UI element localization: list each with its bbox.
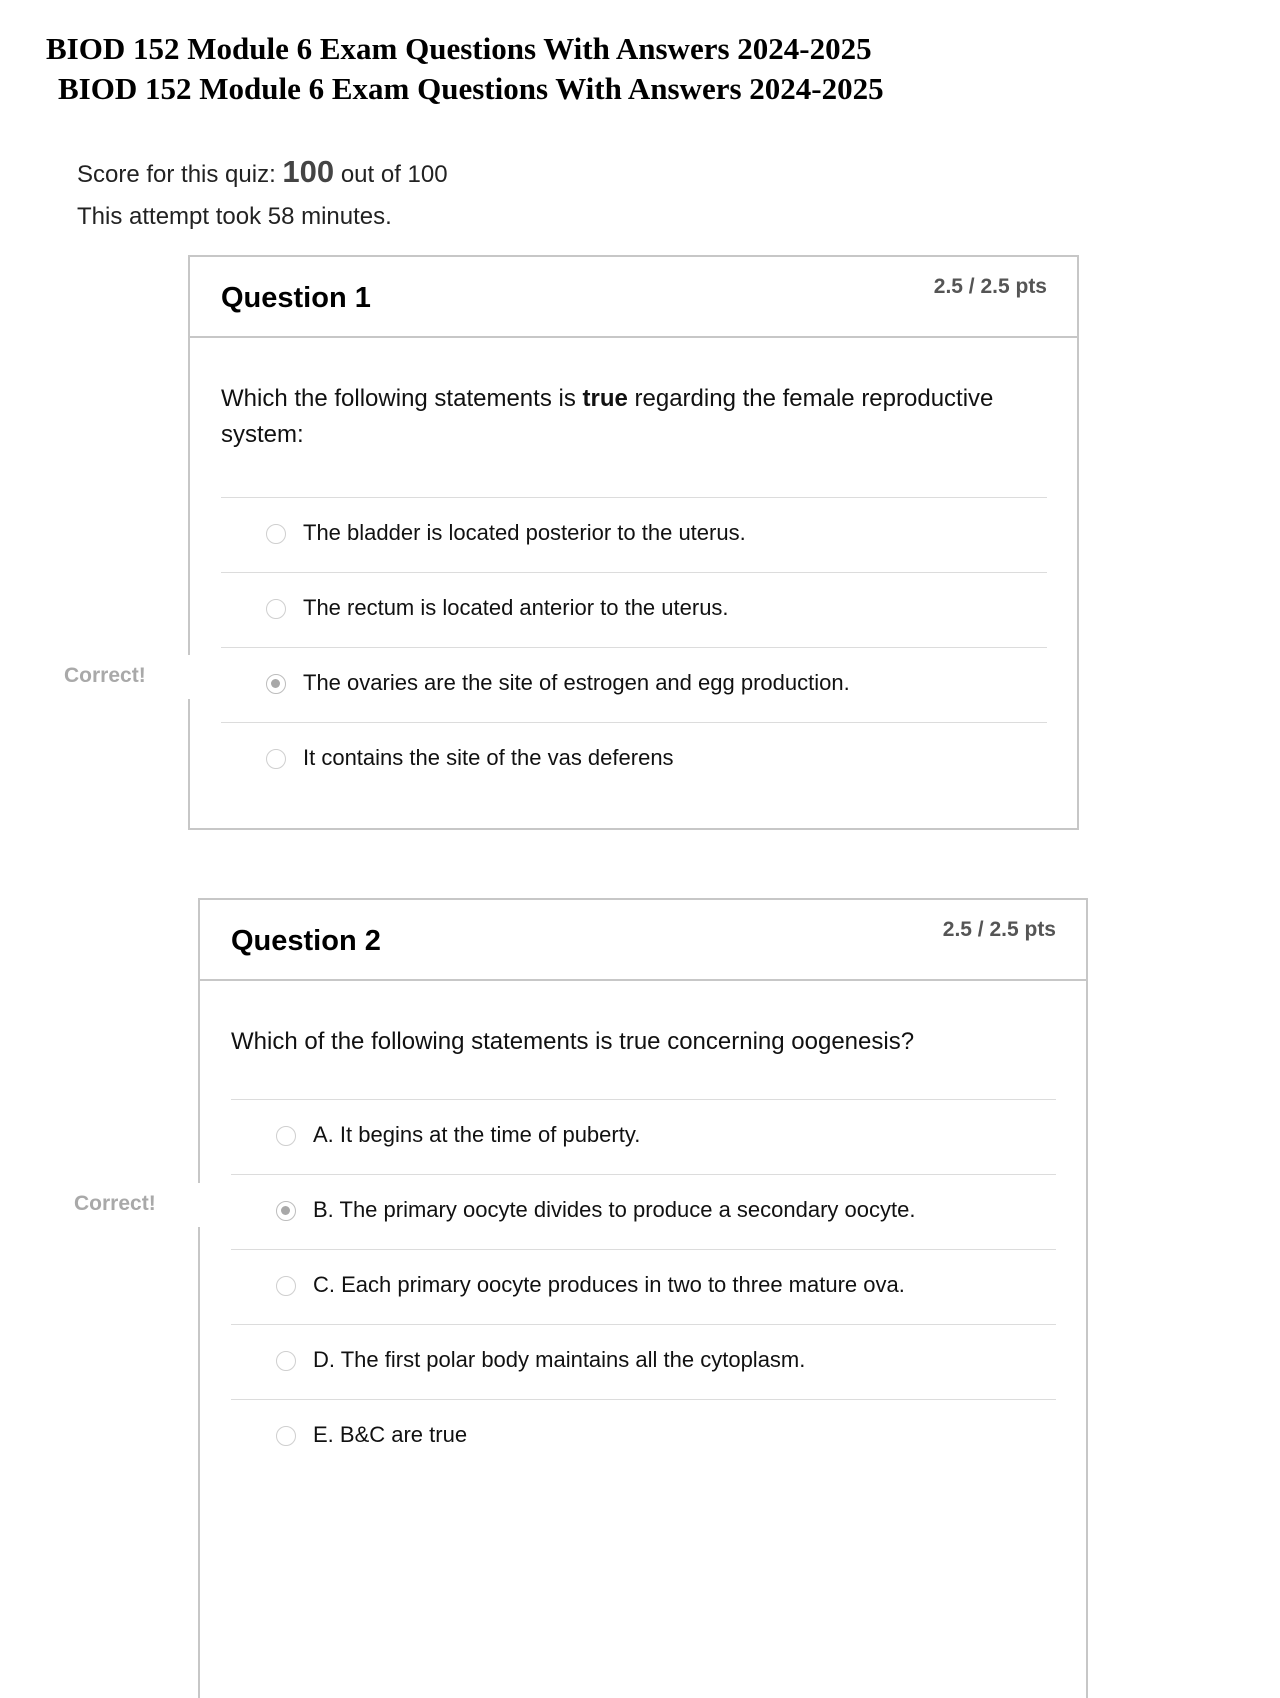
answer-text: It contains the site of the vas deferens [303, 745, 674, 770]
radio-button[interactable] [266, 599, 286, 619]
emphasis: true [582, 385, 628, 412]
answer-list [221, 497, 1047, 797]
correct-status-label: Correct! [64, 664, 146, 687]
answer-text: The ovaries are the site of estrogen and egg production. [303, 670, 850, 695]
score-value: 100 [282, 154, 335, 189]
answer-text: D. The first polar body maintains all the cytoplasm. [313, 1347, 806, 1372]
question-points: 2.5 / 2.5 pts [933, 275, 1047, 298]
answer-text: E. B&C are true [313, 1422, 468, 1447]
question-title: Question 2 [231, 925, 381, 957]
answer-text: The rectum is located anterior to the uterus. [303, 595, 729, 620]
radio-button[interactable] [276, 1351, 296, 1371]
answer-option-selected[interactable] [231, 1174, 1056, 1249]
correct-status-label: Correct! [74, 1192, 156, 1215]
document-title-repeat: BIOD 152 Module 6 Exam Questions With Answers 2024-2025 [58, 71, 884, 106]
question-header [200, 900, 1086, 981]
radio-button[interactable] [276, 1276, 296, 1296]
answer-list [231, 1099, 1056, 1474]
question-card-1 [188, 255, 1079, 830]
quiz-score [77, 154, 448, 190]
answer-option[interactable] [231, 1324, 1056, 1399]
answer-option[interactable] [221, 497, 1047, 572]
question-points: 2.5 / 2.5 pts [942, 918, 1056, 941]
question-title: Question 1 [221, 282, 371, 314]
radio-button[interactable] [276, 1426, 296, 1446]
attempt-duration: This attempt took 58 minutes. [77, 203, 392, 230]
score-prefix: Score for this quiz: [77, 161, 283, 188]
question-header [190, 257, 1077, 338]
answer-option[interactable] [221, 572, 1047, 647]
radio-button[interactable] [266, 749, 286, 769]
question-text: Which the following statements is true regarding the female reproductive system: [221, 385, 994, 448]
score-suffix: out of 100 [334, 161, 448, 188]
answer-option-selected[interactable] [221, 647, 1047, 722]
radio-button[interactable] [266, 524, 286, 544]
answer-text: A. It begins at the time of puberty. [313, 1122, 641, 1147]
answer-text: B. The primary oocyte divides to produce a secondary oocyte. [313, 1197, 916, 1222]
radio-button[interactable] [276, 1126, 296, 1146]
answer-option[interactable] [231, 1099, 1056, 1174]
answer-option[interactable] [231, 1249, 1056, 1324]
answer-option[interactable] [231, 1399, 1056, 1474]
document-title: BIOD 152 Module 6 Exam Questions With Answers 2024-2025 [46, 31, 872, 66]
radio-button-selected[interactable] [276, 1201, 296, 1221]
radio-button-selected[interactable] [266, 674, 286, 694]
answer-text: C. Each primary oocyte produces in two to three mature ova. [313, 1272, 905, 1297]
status-gap [185, 655, 191, 699]
status-gap [195, 1183, 201, 1227]
question-text: Which of the following statements is true concerning oogenesis? [231, 1028, 915, 1055]
answer-text: The bladder is located posterior to the uterus. [303, 520, 746, 545]
question-card-2 [198, 898, 1088, 1698]
answer-option[interactable] [221, 722, 1047, 797]
